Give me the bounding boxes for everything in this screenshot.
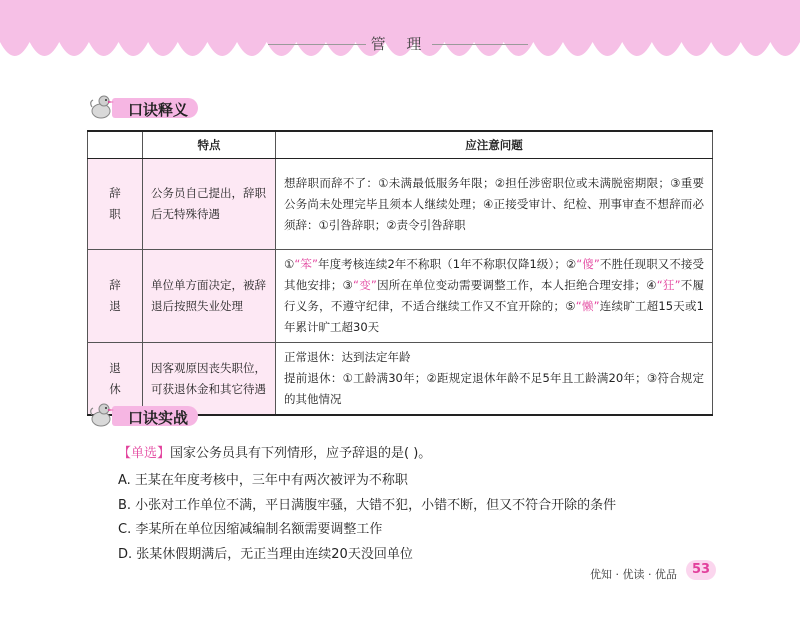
table-row [88, 250, 713, 343]
issue-text: 想辞职而辞不了：①未满最低服务年限；②担任涉密职位或未满脱密期限；③重要公务尚未处理完毕且须本人继续处理；④正接受审计、纪检、刑事审查不想辞而必须辞：①引咎辞职；②责令引咎辞职 [284, 175, 704, 232]
row-type-cell: 辞 退 [88, 250, 143, 343]
bird-teapot-icon [88, 92, 118, 122]
page-header-title: 管 理 [370, 35, 430, 53]
section-explain-title: 口诀释义 [128, 101, 189, 119]
answer-option[interactable]: A. 王某在年度考核中，三年中有两次被评为不称职 [118, 473, 408, 488]
section-practice-title: 口诀实战 [128, 409, 189, 427]
table-header-cell [88, 131, 143, 159]
row-issues-cell [276, 343, 713, 416]
row-issues-cell [276, 250, 713, 343]
row-type-cell: 辞 职 [88, 159, 143, 250]
answer-option[interactable]: C. 李某所在单位因缩减编制名额需要调整工作 [118, 522, 383, 537]
footer-slogan: 优知 · 优读 · 优品 [590, 568, 677, 581]
table-header-cell: 特点 [143, 131, 276, 159]
section-explain-header [88, 92, 228, 122]
section-practice-header [88, 400, 228, 430]
header-rule-right [432, 44, 528, 45]
answer-option[interactable]: B. 小张对工作单位不满，平日满腹牢骚，大错不犯，小错不断，但又不符合开除的条件 [118, 498, 617, 513]
issue-text: 连续旷工超15天或1年累计旷工超30天 [284, 299, 704, 334]
issue-text: 不胜任现职又不接受其他安排；③ [284, 257, 704, 292]
page-number: 53 [692, 562, 711, 577]
keyword-highlight: “傻” [576, 257, 600, 271]
table-row [88, 159, 713, 250]
issue-text: ① [284, 257, 295, 271]
retirement-rules-table [87, 130, 713, 416]
keyword-highlight: “狂” [656, 278, 681, 292]
row-type-cell: 退 休 [88, 343, 143, 416]
table-header-cell: 应注意问题 [276, 131, 713, 159]
bird-teapot-icon [88, 400, 118, 430]
row-feature-cell: 公务员自己提出，辞职后无特殊待遇 [143, 159, 276, 250]
question-type-tag: 【单选】 [118, 446, 171, 461]
question-text: 国家公务员具有下列情形，应予辞退的是( )。 [170, 446, 432, 461]
issue-text: 提前退休：①工龄满30年；②距规定退休年龄不足5年且工龄满20年；③符合规定的其他情况 [284, 371, 704, 406]
row-feature-cell: 单位单方面决定，被辞退后按照失业处理 [143, 250, 276, 343]
question-stem [118, 442, 431, 461]
issue-text: 因所在单位变动需要调整工作，本人拒绝合理安排；④ [376, 278, 657, 292]
keyword-highlight: “笨” [294, 257, 318, 271]
keyword-highlight: “懒” [575, 299, 600, 313]
row-issues-cell [276, 159, 713, 250]
keyword-highlight: “变” [353, 278, 377, 292]
issue-text: 正常退休：达到法定年龄 [284, 350, 411, 364]
issue-text: 年度考核连续2年不称职（1年不称职仅降1级）；② [317, 257, 577, 271]
answer-option[interactable]: D. 张某休假期满后，无正当理由连续20天没回单位 [118, 547, 413, 562]
row-feature-cell: 因客观原因丧失职位，可获退休金和其它待遇 [143, 343, 276, 416]
table-header-row [88, 131, 713, 159]
issue-text: 不履行义务，不遵守纪律，不适合继续工作又不宜开除的；⑤ [284, 278, 705, 313]
